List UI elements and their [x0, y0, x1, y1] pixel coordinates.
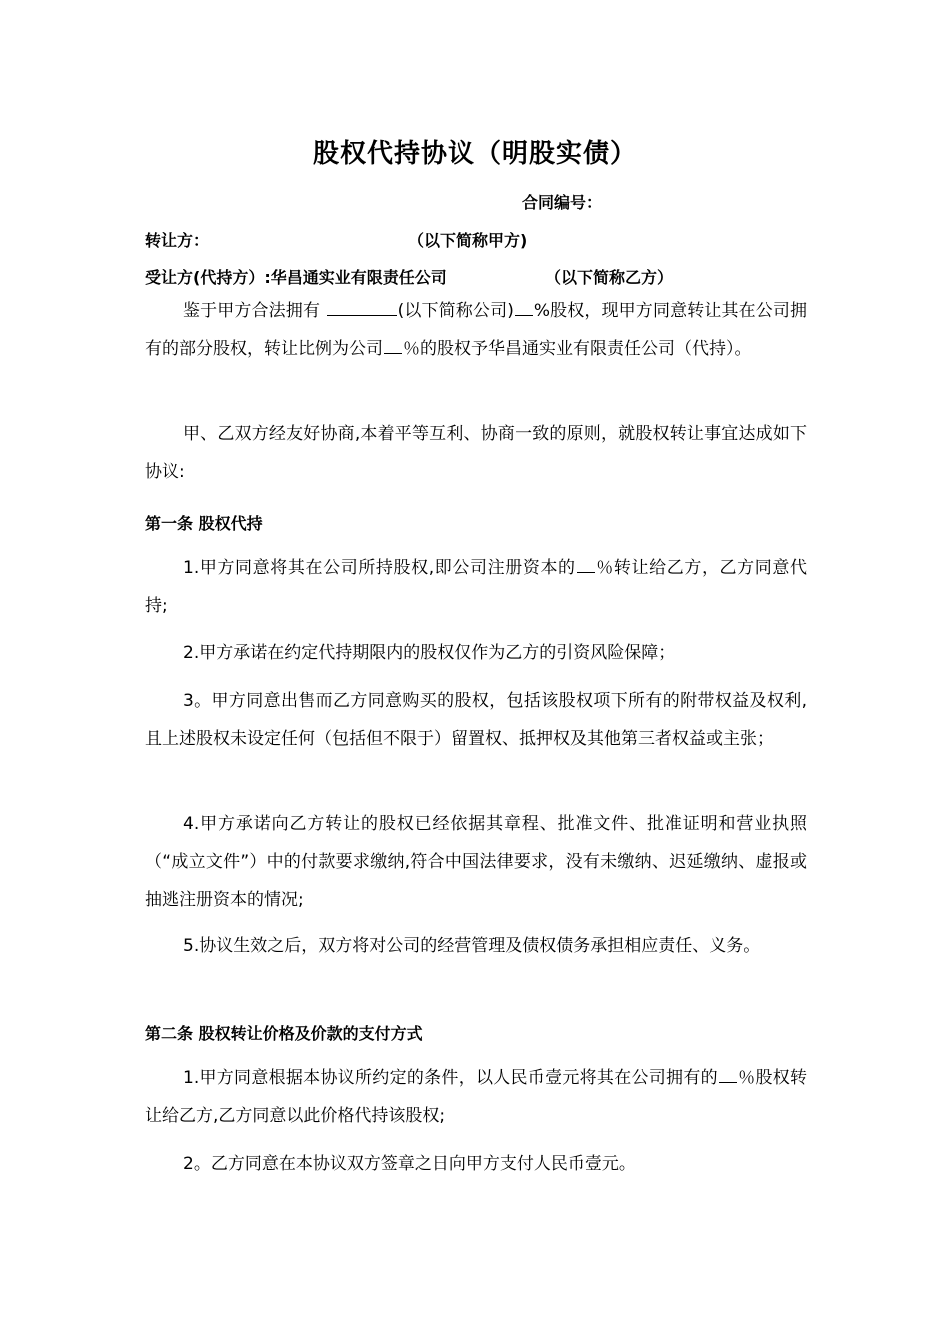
article-2-item-1-text-b: ％股权转让给乙方,乙方同意以此价格代持该股权;	[145, 1068, 808, 1126]
article-2-item-2: 2。乙方同意在本协议双方签章之日向甲方支付人民币壹元。	[183, 1154, 636, 1174]
transferee-label: 受让方(代持方）:华昌通实业有限责任公司	[145, 268, 447, 287]
equity-percent-blank	[719, 1065, 737, 1083]
article-1-item-2: 2.甲方承诺在约定代持期限内的股权仅作为乙方的引资风险保障；	[183, 643, 676, 663]
article-2-heading: 第二条 股权转让价格及价款的支付方式	[145, 1024, 423, 1043]
transferee-abbreviation: （以下简称乙方）	[545, 268, 674, 287]
intro-text-c: %股权，现甲方同意转让其在公司拥有的部分股权，转让比例为公司	[145, 301, 808, 359]
article-2-item-1	[145, 1059, 807, 1135]
registered-capital-percent-blank	[577, 555, 595, 573]
article-1-item-4: 4.甲方承诺向乙方转让的股权已经依据其章程、批准文件、批准证明和营业执照（“成立文件”）中的付款要求缴纳,符合中国法律要求，没有未缴纳、迟延缴纳、虚报或抽逃注册资本的情况;	[145, 814, 807, 910]
transferor-abbreviation: （以下简称甲方)	[408, 231, 528, 250]
article-1-heading: 第一条 股权代持	[145, 514, 263, 533]
article-1-item-3: 3。甲方同意出售而乙方同意购买的股权，包括该股权项下所有的附带权益及权利,且上述股权未设定任何（包括但不限于）留置权、抵押权及其他第三者权益或主张；	[145, 691, 807, 749]
company-name-blank	[327, 298, 397, 316]
percentage-blank	[515, 298, 533, 316]
transferor-line	[145, 228, 528, 251]
transfer-ratio-blank	[384, 336, 402, 354]
intro-text-b: (以下简称公司)	[397, 301, 514, 321]
article-1-item-5: 5.协议生效之后，双方将对公司的经营管理及债权债务承担相应责任、义务。	[183, 936, 761, 956]
article-2-item-1-text-a: 1.甲方同意根据本协议所约定的条件，以人民币壹元将其在公司拥有的	[183, 1068, 718, 1088]
page-title: 股权代持协议（明股实债）	[312, 139, 637, 169]
article-1-item-1-text-b: ％转让给乙方，乙方同意代持;	[145, 558, 808, 616]
transferee-line	[145, 265, 674, 288]
intro-paragraph-1	[145, 292, 807, 368]
transferor-label: 转让方：	[145, 231, 210, 250]
intro-text-a: 鉴于甲方合法拥有	[183, 301, 326, 321]
article-1-item-1-text-a: 1.甲方同意将其在公司所持股权,即公司注册资本的	[183, 558, 576, 578]
article-1-item-1	[145, 549, 807, 625]
intro-paragraph-2: 甲、乙双方经友好协商,本着平等互利、协商一致的原则，就股权转让事宜达成如下协议:	[145, 424, 807, 482]
intro-text-d: ％的股权予华昌通实业有限责任公司（代持）。	[403, 339, 752, 359]
contract-number-label: 合同编号：	[522, 193, 603, 212]
